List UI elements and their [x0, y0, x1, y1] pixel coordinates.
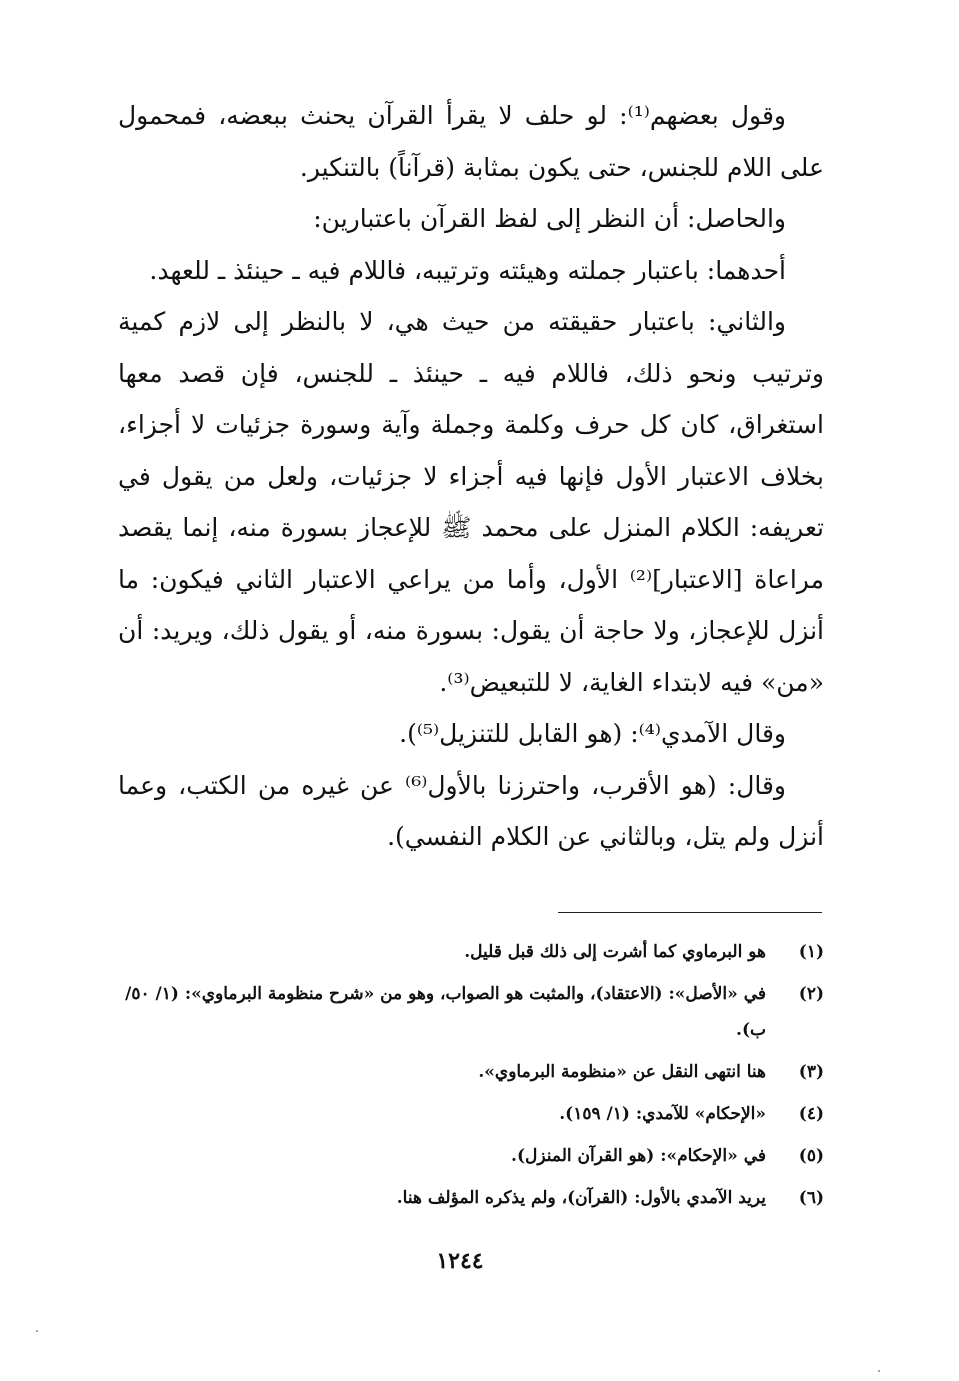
footnote-text: هنا انتهى النقل عن «منظومة البرماوي».	[478, 1062, 766, 1082]
main-text-block	[118, 90, 824, 863]
paragraph-6: وقال: (هو الأقرب، واحترزنا بالأول⁽⁶⁾ عن غيره من الكتب، وعما أنزل ولم يتل، وبالثاني عن الكلام النفسي).	[118, 770, 824, 851]
footnote-text: في «الأصل»: (الاعتقاد)، والمثبت هو الصواب، وهو من «شرح منظومة البرماوي»: (١/ ٥٠/ ب).	[125, 984, 766, 1040]
footnotes-block	[120, 934, 824, 1222]
footnote-number: (٢)	[798, 984, 824, 1004]
footnote-text: هو البرماوي كما أشرت إلى ذلك قبل قليل.	[464, 942, 766, 962]
footnote-3	[120, 1054, 824, 1090]
paragraph-3: أحدهما: باعتبار جملته وهيئته وترتيبه، فاللام فيه ـ حينئذ ـ للعهد.	[149, 255, 786, 285]
footnote-2	[120, 976, 824, 1048]
footnote-number: (٦)	[798, 1188, 824, 1208]
paragraph-2: والحاصل: أن النظر إلى لفظ القرآن باعتبارين:	[313, 204, 786, 233]
footnote-1	[120, 934, 824, 970]
footnote-number: (٤)	[798, 1104, 824, 1124]
footnote-number: (١)	[798, 942, 824, 962]
page-number: ١٢٤٤	[436, 1248, 484, 1274]
paragraph-4: والثاني: باعتبار حقيقته من حيث هي، لا بالنظر إلى لازم كمية وترتيب ونحو ذلك، فاللام فيه ـ حينئذ ـ للجنس، فإن قصد معها استغراق، كان كل حرف وكلمة وجملة وآية وسورة جزئيات لا أجزاء، بخلاف الاعتبار الأول فإنها فيه أجزاء لا جزئيات، ولعل من يقول في تعريفه: الكلام المنزل على محمد ﷺ للإعجاز بسورة منه، إنما يقصد مراعاة [الاعتبار]⁽²⁾ الأول، وأما من يراعي الاعتبار الثاني فيكون: ما أنزل للإعجاز، ولا حاجة أن يقول: بسورة منه، أو يقول ذلك، ويريد: أن «من» فيه لابتداء الغاية، لا للتبعيض⁽³⁾.	[118, 307, 824, 697]
scan-speck	[36, 1330, 38, 1332]
footnote-text: في «الإحكام»: (هو القرآن المنزل).	[511, 1146, 766, 1166]
footnote-text: «الإحكام» للآمدي: (١/ ١٥٩).	[559, 1104, 766, 1124]
footnote-6	[120, 1180, 824, 1216]
footnote-text: يريد الآمدي بالأول: (القرآن)، ولم يذكره المؤلف هنا.	[396, 1188, 766, 1208]
paragraph-1: وقول بعضهم⁽¹⁾: لو حلف لا يقرأ القرآن يحنث ببعضه، فمحمول على اللام للجنس، حتى يكون بمثابة (قرآناً) بالتنكير.	[118, 101, 824, 182]
footnote-separator	[558, 912, 822, 913]
footnote-5	[120, 1138, 824, 1174]
footnote-number: (٣)	[798, 1062, 824, 1082]
paragraph-5: وقال الآمدي⁽⁴⁾: (هو القابل للتنزيل⁽⁵⁾).	[399, 719, 786, 748]
footnote-number: (٥)	[798, 1146, 824, 1166]
scan-speck	[878, 1370, 880, 1372]
footnote-4	[120, 1096, 824, 1132]
